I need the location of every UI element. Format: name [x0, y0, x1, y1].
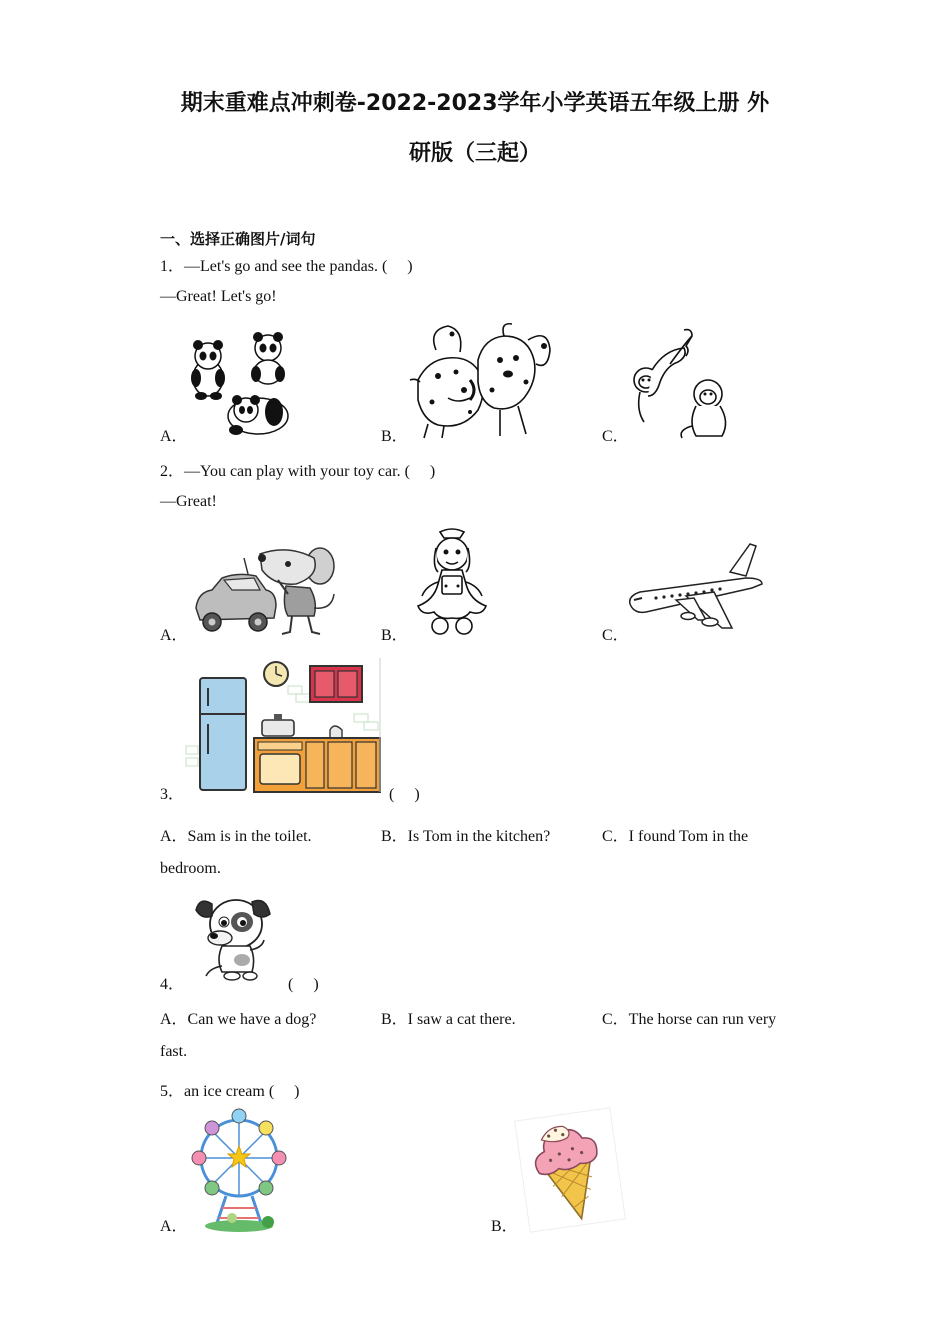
puppy-picture — [192, 890, 274, 984]
q3-option-a[interactable]: A．Sam is in the toilet. — [160, 828, 312, 845]
q4-answer-blank[interactable]: ( ) — [288, 976, 319, 993]
doll-picture — [412, 526, 492, 638]
pandas-picture — [186, 330, 292, 438]
q2-option-b-label[interactable]: B． — [381, 627, 408, 644]
section-heading: 一、选择正确图片/词句 — [160, 230, 316, 248]
kitchen-picture — [184, 658, 382, 794]
ice-cream-cone-picture — [520, 1112, 622, 1228]
q2-reply: —Great! — [160, 493, 217, 510]
q3-answer-blank[interactable]: ( ) — [389, 786, 420, 803]
document-title-line1: 期末重难点冲刺卷-2022-2023学年小学英语五年级上册 外 — [180, 91, 770, 116]
q3-number: 3． — [160, 786, 185, 803]
q5-option-a-label[interactable]: A． — [160, 1218, 188, 1235]
ferris-wheel-picture — [186, 1108, 292, 1230]
q4-option-c-continued: fast. — [160, 1043, 188, 1060]
dalmatian-dogs-picture — [408, 320, 556, 440]
q5-option-b-label[interactable]: B． — [491, 1218, 518, 1235]
q4-option-b[interactable]: B．I saw a cat there. — [381, 1011, 516, 1028]
q3-option-b[interactable]: B．Is Tom in the kitchen? — [381, 828, 551, 845]
monkeys-picture — [626, 326, 732, 440]
q5-stem: 5．an ice cream ( ) — [160, 1083, 300, 1100]
toy-car-and-mouse-picture — [192, 544, 340, 638]
q1-stem: 1．—Let's go and see the pandas. ( ) — [160, 258, 413, 275]
airplane-picture — [626, 542, 766, 638]
q1-option-c-label[interactable]: C． — [602, 428, 629, 445]
q4-number: 4． — [160, 976, 185, 993]
q1-reply: —Great! Let's go! — [160, 288, 277, 305]
q2-option-a-label[interactable]: A． — [160, 627, 188, 644]
q3-option-c-continued: bedroom. — [160, 860, 221, 877]
q1-option-a-label[interactable]: A． — [160, 428, 188, 445]
q3-option-c[interactable]: C．I found Tom in the — [602, 828, 749, 845]
document-title-line2: 研版（三起） — [408, 141, 541, 166]
q2-stem: 2．—You can play with your toy car. ( ) — [160, 463, 436, 480]
q2-option-c-label[interactable]: C． — [602, 627, 629, 644]
q4-option-a[interactable]: A．Can we have a dog? — [160, 1011, 317, 1028]
q4-option-c[interactable]: C．The horse can run very — [602, 1011, 777, 1028]
q1-option-b-label[interactable]: B． — [381, 428, 408, 445]
